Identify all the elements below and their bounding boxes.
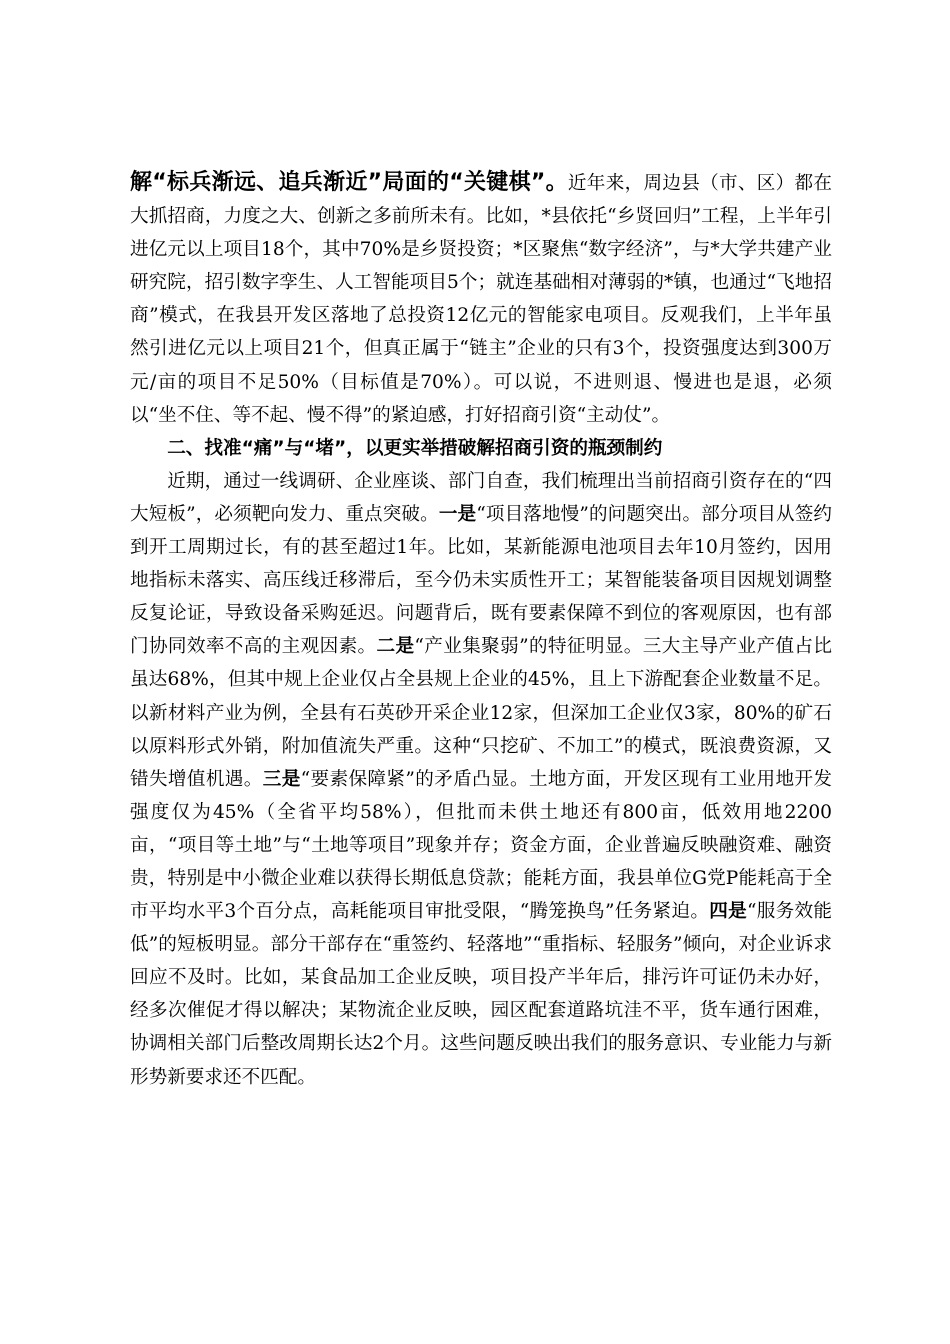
point-text-3: “要素保障紧”的矛盾凸显。土地方面，开发区现有工业用地开发强度仅为45%（全省平均58%），但批而未供土地还有800亩，低效用地2200亩，“项目等土地”与“土地等项目”现象并存；资金方面，企业普遍反映融资难、融资贵，特别是中小微企业难以获得长期低息贷款；能耗方面，我县单位G党P能耗高于全市平均水平3个百分点，高耗能项目审批受限，“腾笼换鸟”任务紧迫。 (130, 768, 832, 923)
point-text-2: “产业集聚弱”的特征明显。三大主导产业产值占比虽达68%，但其中规上企业仅占全县规上企业的45%，且上下游配套企业数量不足。以新材料产业为例，全县有石英砂开采企业12家，但深加工企业仅3家，80%的矿石以原料形式外销，附加值流失严重。这种“只挖矿、不加工”的模式，既浪费资源，又错失增值机遇。 (130, 636, 832, 790)
section-heading: 二、找准“痛”与“堵”，以更实举措破解招商引资的瓶颈制约 (167, 437, 663, 459)
point-text-4: “服务效能低”的短板明显。部分干部存在“重签约、轻落地”“重指标、轻服务”倾向，对企业诉求回应不及时。比如，某食品加工企业反映，项目投产半年后，排污许可证仍未办好，经多次催促才得以解决；某物流企业反映，园区配套道路坑洼不平，货车通行困难，协调相关部门后整改周期长达2个月。这些问题反映出我们的服务意识、专业能力与新形势新要求还不匹配。 (130, 901, 832, 1088)
paragraph-lead-sentence: 解“标兵渐远、追兵渐近”局面的“关键棋”。 (130, 170, 568, 195)
point-label-3: 三是 (262, 768, 301, 790)
point-label-1: 一是 (438, 503, 477, 525)
document-page (130, 166, 832, 1094)
point-text-1: “项目落地慢”的问题突出。部分项目从签约到开工周期过长，有的甚至超过1年。比如，某新能源电池项目去年10月签约，因用地指标未落实、高压线迁移滞后，至今仍未实质性开工；某智能装备项目因规划调整反复论证，导致设备采购延迟。问题背后，既有要素保障不到位的客观原因，也有部门协同效率不高的主观因素。 (130, 503, 832, 658)
paragraph-four-shortcomings (130, 465, 832, 1094)
point-label-2: 二是 (376, 636, 415, 658)
paragraph-competition (130, 166, 832, 432)
point-label-4: 四是 (709, 901, 747, 923)
paragraph-intro-text: 近期，通过一线调研、企业座谈、部门自查，我们梳理出当前招商引资存在的“四大短板”，必须靶向发力、重点突破。 (130, 470, 832, 525)
paragraph-body-text: 近年来，周边县（市、区）都在大抓招商，力度之大、创新之多前所未有。比如，*县依托“乡贤回归”工程，上半年引进亿元以上项目18个，其中70%是乡贤投资；*区聚焦“数字经济”，与*大学共建产业研究院，招引数字孪生、人工智能项目5个；就连基础相对薄弱的*镇，也通过“飞地招商”模式，在我县开发区落地了总投资12亿元的智能家电项目。反观我们，上半年虽然引进亿元以上项目21个，但真正属于“链主”企业的只有3个，投资强度达到300万元/亩的项目不足50%（目标值是70%）。可以说，不进则退、慢进也是退，必须以“坐不住、等不起、慢不得”的紧迫感，打好招商引资“主动仗”。 (130, 173, 832, 426)
